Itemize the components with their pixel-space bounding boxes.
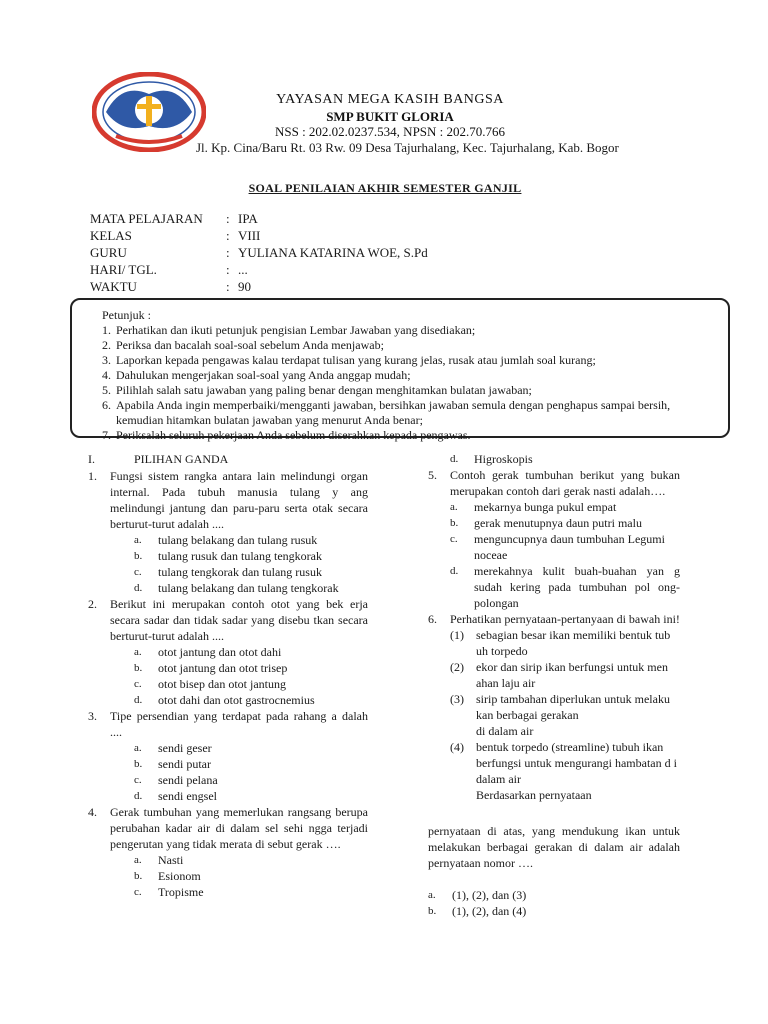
info-row (90, 244, 428, 261)
info-value: VIII (238, 228, 261, 243)
question-text: Fungsi sistem rangka antara lain melindungi organ internal. Pada tubuh manusia tulang y ang melindungi jantung dan paru-paru serta otak secara berturut-turut adalah .... (110, 469, 368, 531)
info-colon: : (226, 211, 230, 226)
option: c. otot bisep dan otot jantung (134, 677, 286, 691)
info-label: WAKTU (90, 279, 137, 294)
question-text: Gerak tumbuhan yang memerlukan rangsang berupa perubahan kadar air di dalam sel sehi ngga terjadi pengerutan yang tidak merata di sebut gerak …. (110, 805, 368, 851)
question-followup: pernyataan di atas, yang mendukung ikan untuk melakukan berbagai gerakan di dalam air adalah pernyataan nomor …. (428, 824, 680, 870)
option: d. sendi engsel (134, 789, 217, 803)
option: a. (1), (2), dan (3) (428, 888, 527, 902)
option: b. tulang rusuk dan tulang tengkorak (134, 549, 322, 563)
info-colon: : (226, 262, 230, 277)
option: b. (1), (2), dan (4) (428, 904, 527, 918)
exam-title: SOAL PENILAIAN AKHIR SEMESTER GANJIL (248, 181, 522, 195)
instructions-list (102, 323, 718, 443)
option: d. Higroskopis (450, 452, 533, 466)
statement: Berdasarkan pernyataan (476, 788, 592, 802)
info-colon: : (226, 228, 230, 243)
info-label: KELAS (90, 228, 132, 243)
question-number: 5. (428, 468, 437, 482)
school-nss: NSS : 202.02.0237.534, NPSN : 202.70.766 (274, 124, 506, 139)
statement: (4) bentuk torpedo (streamline) tubuh ikan berfungsi untuk mengurangi hambatan d i dalam air (450, 740, 677, 786)
statement: di dalam air (476, 724, 534, 738)
left-column (88, 451, 368, 900)
instruction-text: Laporkan kepada pengawas kalau terdapat tulisan yang kurang jelas, rusak atau jumlah soal kurang; (116, 353, 596, 367)
section-title: PILIHAN GANDA (134, 452, 229, 466)
question-text: Tipe persendian yang terdapat pada rahang a dalah .... (110, 709, 368, 739)
instructions-box (70, 298, 730, 442)
school-name: SMP BUKIT GLORIA (326, 109, 454, 124)
info-colon: : (226, 245, 230, 260)
option: d. merekahnya kulit buah-buahan yan g sudah kering pada tumbuhan pol ong-polongan (450, 564, 680, 610)
option: a. tulang belakang dan tulang rusuk (134, 533, 318, 547)
right-column (428, 451, 680, 919)
instruction-text: Periksa dan bacalah soal-soal sebelum Anda menjawab; (116, 338, 384, 352)
exam-info (90, 210, 428, 295)
info-value: 90 (238, 279, 251, 294)
option: d. tulang belakang dan tulang tengkorak (134, 581, 339, 595)
option: a. Nasti (134, 853, 184, 867)
option: c. tulang tengkorak dan tulang rusuk (134, 565, 322, 579)
instruction-item: 6. Apabila Anda ingin memperbaiki/mengganti jawaban, bersihkan jawaban semula dengan penghapus sampai bersih, kemudian hitamkan bulatan jawaban yang menurut Anda benar; (102, 398, 718, 428)
question-5 (428, 467, 680, 611)
question-text: Contoh gerak tumbuhan berikut yang bukan merupakan contoh dari gerak nasti adalah…. (450, 468, 680, 498)
question-text: Berikut ini merupakan contoh otot yang bek erja secara sadar dan tidak sadar yang disebu tkan secara berturut-turut adalah .... (110, 597, 368, 643)
instruction-item: 7. Periksalah seluruh pekerjaan Anda sebelum diserahkan kepada pengawas. (102, 428, 471, 442)
info-value: YULIANA KATARINA WOE, S.Pd (238, 245, 428, 260)
option: b. otot jantung dan otot trisep (134, 661, 288, 675)
question-number: 4. (88, 805, 97, 819)
instruction-item: 5. Pilihlah salah satu jawaban yang paling benar dengan menghitamkan bulatan jawaban; (102, 383, 532, 397)
info-row (90, 227, 428, 244)
question-3 (88, 708, 368, 804)
instruction-item: 2. Periksa dan bacalah soal-soal sebelum Anda menjawab; (102, 338, 384, 352)
instructions-title: Petunjuk : (102, 308, 152, 322)
option: d. otot dahi dan otot gastrocnemius (134, 693, 315, 707)
instruction-item: 1. Perhatikan dan ikuti petunjuk pengisian Lembar Jawaban yang disediakan; (102, 323, 476, 337)
info-label: HARI/ TGL. (90, 262, 157, 277)
question-number: 6. (428, 612, 437, 626)
option: b. gerak menutupnya daun putri malu (450, 516, 642, 530)
question-6 (428, 611, 680, 919)
instruction-item: 3. Laporkan kepada pengawas kalau terdapat tulisan yang kurang jelas, rusak atau jumlah soal kurang; (102, 353, 596, 367)
info-row (90, 210, 428, 227)
statement: (1) sebagian besar ikan memiliki bentuk tub uh torpedo (450, 628, 671, 658)
option: c. menguncupnya daun tumbuhan Legumi noceae (450, 532, 665, 562)
section-number: I. (88, 452, 95, 466)
option: a. mekarnya bunga pukul empat (450, 500, 617, 514)
question-2 (88, 596, 368, 708)
info-colon: : (226, 279, 230, 294)
option: c. Tropisme (134, 885, 204, 899)
info-row (90, 261, 428, 278)
question-number: 3. (88, 709, 97, 723)
section-heading (88, 451, 368, 467)
question-1 (88, 468, 368, 596)
option: a. sendi geser (134, 741, 212, 755)
instruction-text: Dahulukan mengerjakan soal-soal yang Anda anggap mudah; (116, 368, 411, 382)
question-number: 1. (88, 469, 97, 483)
info-value: IPA (238, 211, 258, 226)
school-address: Jl. Kp. Cina/Baru Rt. 03 Rw. 09 Desa Tajurhalang, Kec. Tajurhalang, Kab. Bogor (196, 140, 619, 155)
instruction-text: Perhatikan dan ikuti petunjuk pengisian Lembar Jawaban yang disediakan; (116, 323, 476, 337)
instruction-text: Apabila Anda ingin memperbaiki/mengganti jawaban, bersihkan jawaban semula dengan penghapus sampai bersih, kemudian hitamkan bulatan jawaban yang menurut Anda benar; (116, 398, 671, 427)
statement: (2) ekor dan sirip ikan berfungsi untuk men ahan laju air (450, 660, 668, 690)
question-text: Perhatikan pernyataan-pertanyaan di bawah ini! (450, 612, 680, 626)
option: b. Esionom (134, 869, 201, 883)
option: b. sendi putar (134, 757, 211, 771)
instruction-text: Periksalah seluruh pekerjaan Anda sebelum diserahkan kepada pengawas. (116, 428, 471, 442)
question-number: 2. (88, 597, 97, 611)
info-row (90, 278, 428, 295)
statement: (3) sirip tambahan diperlukan untuk melaku kan berbagai gerakan (450, 692, 670, 722)
foundation-name: YAYASAN MEGA KASIH BANGSA (276, 92, 504, 107)
question-4 (88, 804, 368, 900)
info-label: MATA PELAJARAN (90, 211, 203, 226)
instruction-text: Pilihlah salah satu jawaban yang paling benar dengan menghitamkan bulatan jawaban; (116, 383, 532, 397)
school-logo (92, 72, 206, 152)
info-label: GURU (90, 245, 127, 260)
option: c. sendi pelana (134, 773, 218, 787)
info-value: ... (238, 262, 248, 277)
option: a. otot jantung dan otot dahi (134, 645, 282, 659)
instruction-item: 4. Dahulukan mengerjakan soal-soal yang Anda anggap mudah; (102, 368, 411, 382)
